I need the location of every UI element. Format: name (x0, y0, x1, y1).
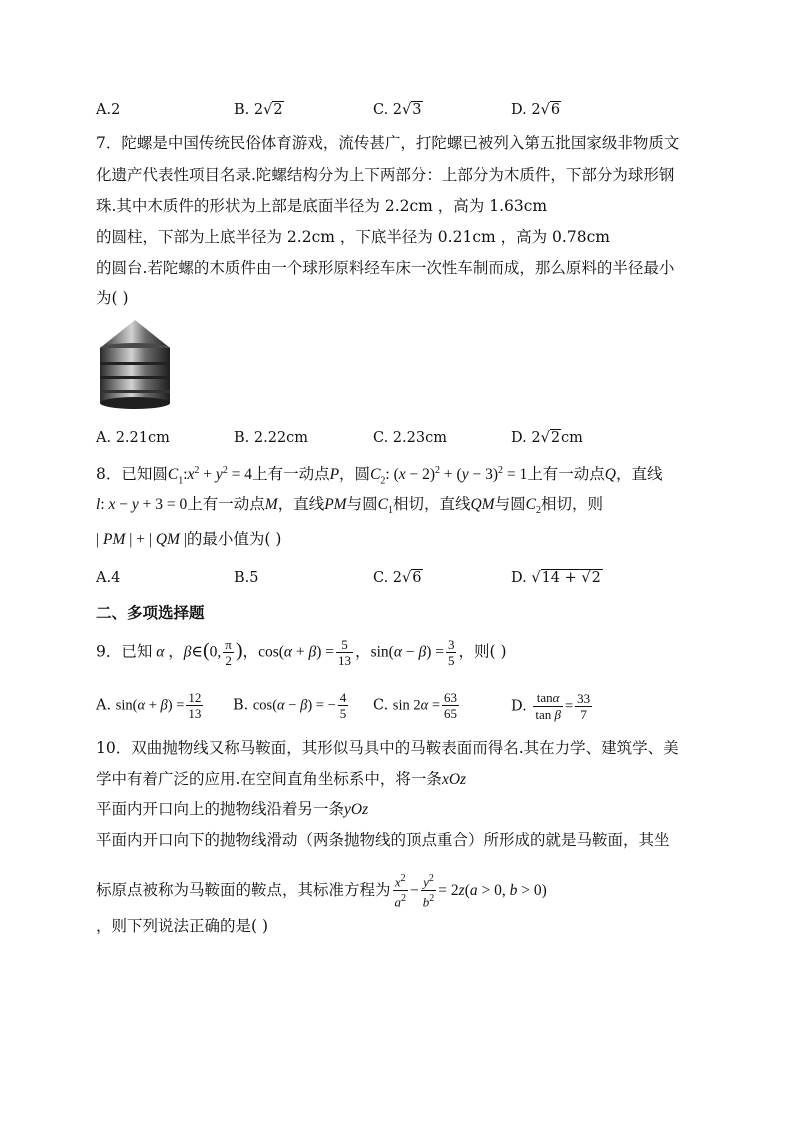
q7-line-5: 的圆台.若陀螺的木质件由一个球形原料经车床一次性车制而成，那么原料的半径最小 (96, 259, 675, 277)
q7-line-4: 的圆柱，下部为上底半径为 2.2cm ，下底半径为 0.21cm ，高为 0.78cm (96, 228, 610, 246)
q9-option-d[interactable]: D. $\frac{\tan\alpha}{\text{tan β}}$ = $\frac{33}{7}$ (511, 690, 591, 722)
q8-line-2: l: x − y + 3 = 0上有一动点M，直线PM与圆$C_1$相切，直线QM与圆$C_2$相切，则 (96, 495, 603, 517)
q7-option-b[interactable]: B. 2.22cm (234, 430, 309, 446)
q10-line-4: 平面内开口向下的抛物线滑动（两条抛物线的顶点重合）所形成的就是马鞍面，其坐 (96, 831, 670, 849)
q10-line-5: 标原点被称为马鞍面的鞍点，其标准方程为 $\frac{x^2}{a^2}$ − $\frac{y^2}{b^2}$ = 2z(a > 0, b > 0) (96, 873, 547, 910)
q9-line-1: 9．已知 α ，β∈(0, $\frac{\pi}{2}$ )，cos(α + β) = $\frac{5}{13}$ ，sin(α − β) = $\frac{3}{5}$ ，则( ) (96, 637, 507, 668)
q6-option-a[interactable]: A.2 (96, 102, 121, 118)
q8-option-d[interactable]: D. √14 + √2 (511, 570, 601, 586)
q8-line-1: 8．已知圆$C_1:x^2 + y^2 = 4$上有一动点P，圆$C_2$: $(x - 2)^2 + (y - 3)^2 = 1$上有一动点Q，直线 (96, 465, 663, 487)
q8-option-c[interactable]: C. 2√6 (373, 570, 422, 586)
q7-option-d[interactable]: D. 2√2cm (511, 430, 583, 446)
q10-line-1: 10．双曲抛物线又称马鞍面，其形似马具中的马鞍表面而得名.其在力学、建筑学、美 (96, 739, 679, 757)
q10-line-6: ，则下列说法正确的是( ) (96, 917, 269, 935)
q10-line-3: 平面内开口向上的抛物线沿着另一条yOz (96, 800, 369, 818)
q9-option-c[interactable]: C. sin 2α = $\frac{63}{65}$ (373, 690, 458, 721)
q7-line-3: 珠.其中木质件的形状为上部是底面半径为 2.2cm ，高为 1.63cm (96, 197, 548, 215)
q9-option-a[interactable]: A. sin(α + β) = $\frac{12}{13}$ (96, 690, 202, 721)
q7-line-2: 化遗产代表性项目名录.陀螺结构分为上下两部分：上部分为木质件，下部分为球形钢 (96, 166, 675, 184)
q7-option-c[interactable]: C. 2.23cm (373, 430, 447, 446)
q8-line-3: | PM | + | QM |的最小值为( ) (96, 530, 282, 548)
section-title: 二、多项选择题 (96, 604, 205, 622)
q7-line-6: 为( ) (96, 289, 129, 307)
q10-line-2: 学中有着广泛的应用.在空间直角坐标系中，将一条xOz (96, 770, 467, 788)
q7-line-1: 7．陀螺是中国传统民俗体育游戏，流传甚广，打陀螺已被列入第五批国家级非物质文 (96, 134, 680, 152)
q6-option-d[interactable]: D. 2√6 (511, 102, 561, 118)
q9-option-b[interactable]: B. cos(α − β) = − $\frac{4}{5}$ (233, 690, 347, 721)
q6-option-b[interactable]: B. 2√2 (234, 102, 283, 118)
spinning-top-image (96, 318, 174, 412)
q8-option-b[interactable]: B.5 (234, 570, 259, 586)
q8-option-a[interactable]: A.4 (96, 570, 121, 586)
q6-option-c[interactable]: C. 2√3 (373, 102, 422, 118)
q7-option-a[interactable]: A. 2.21cm (96, 430, 170, 446)
